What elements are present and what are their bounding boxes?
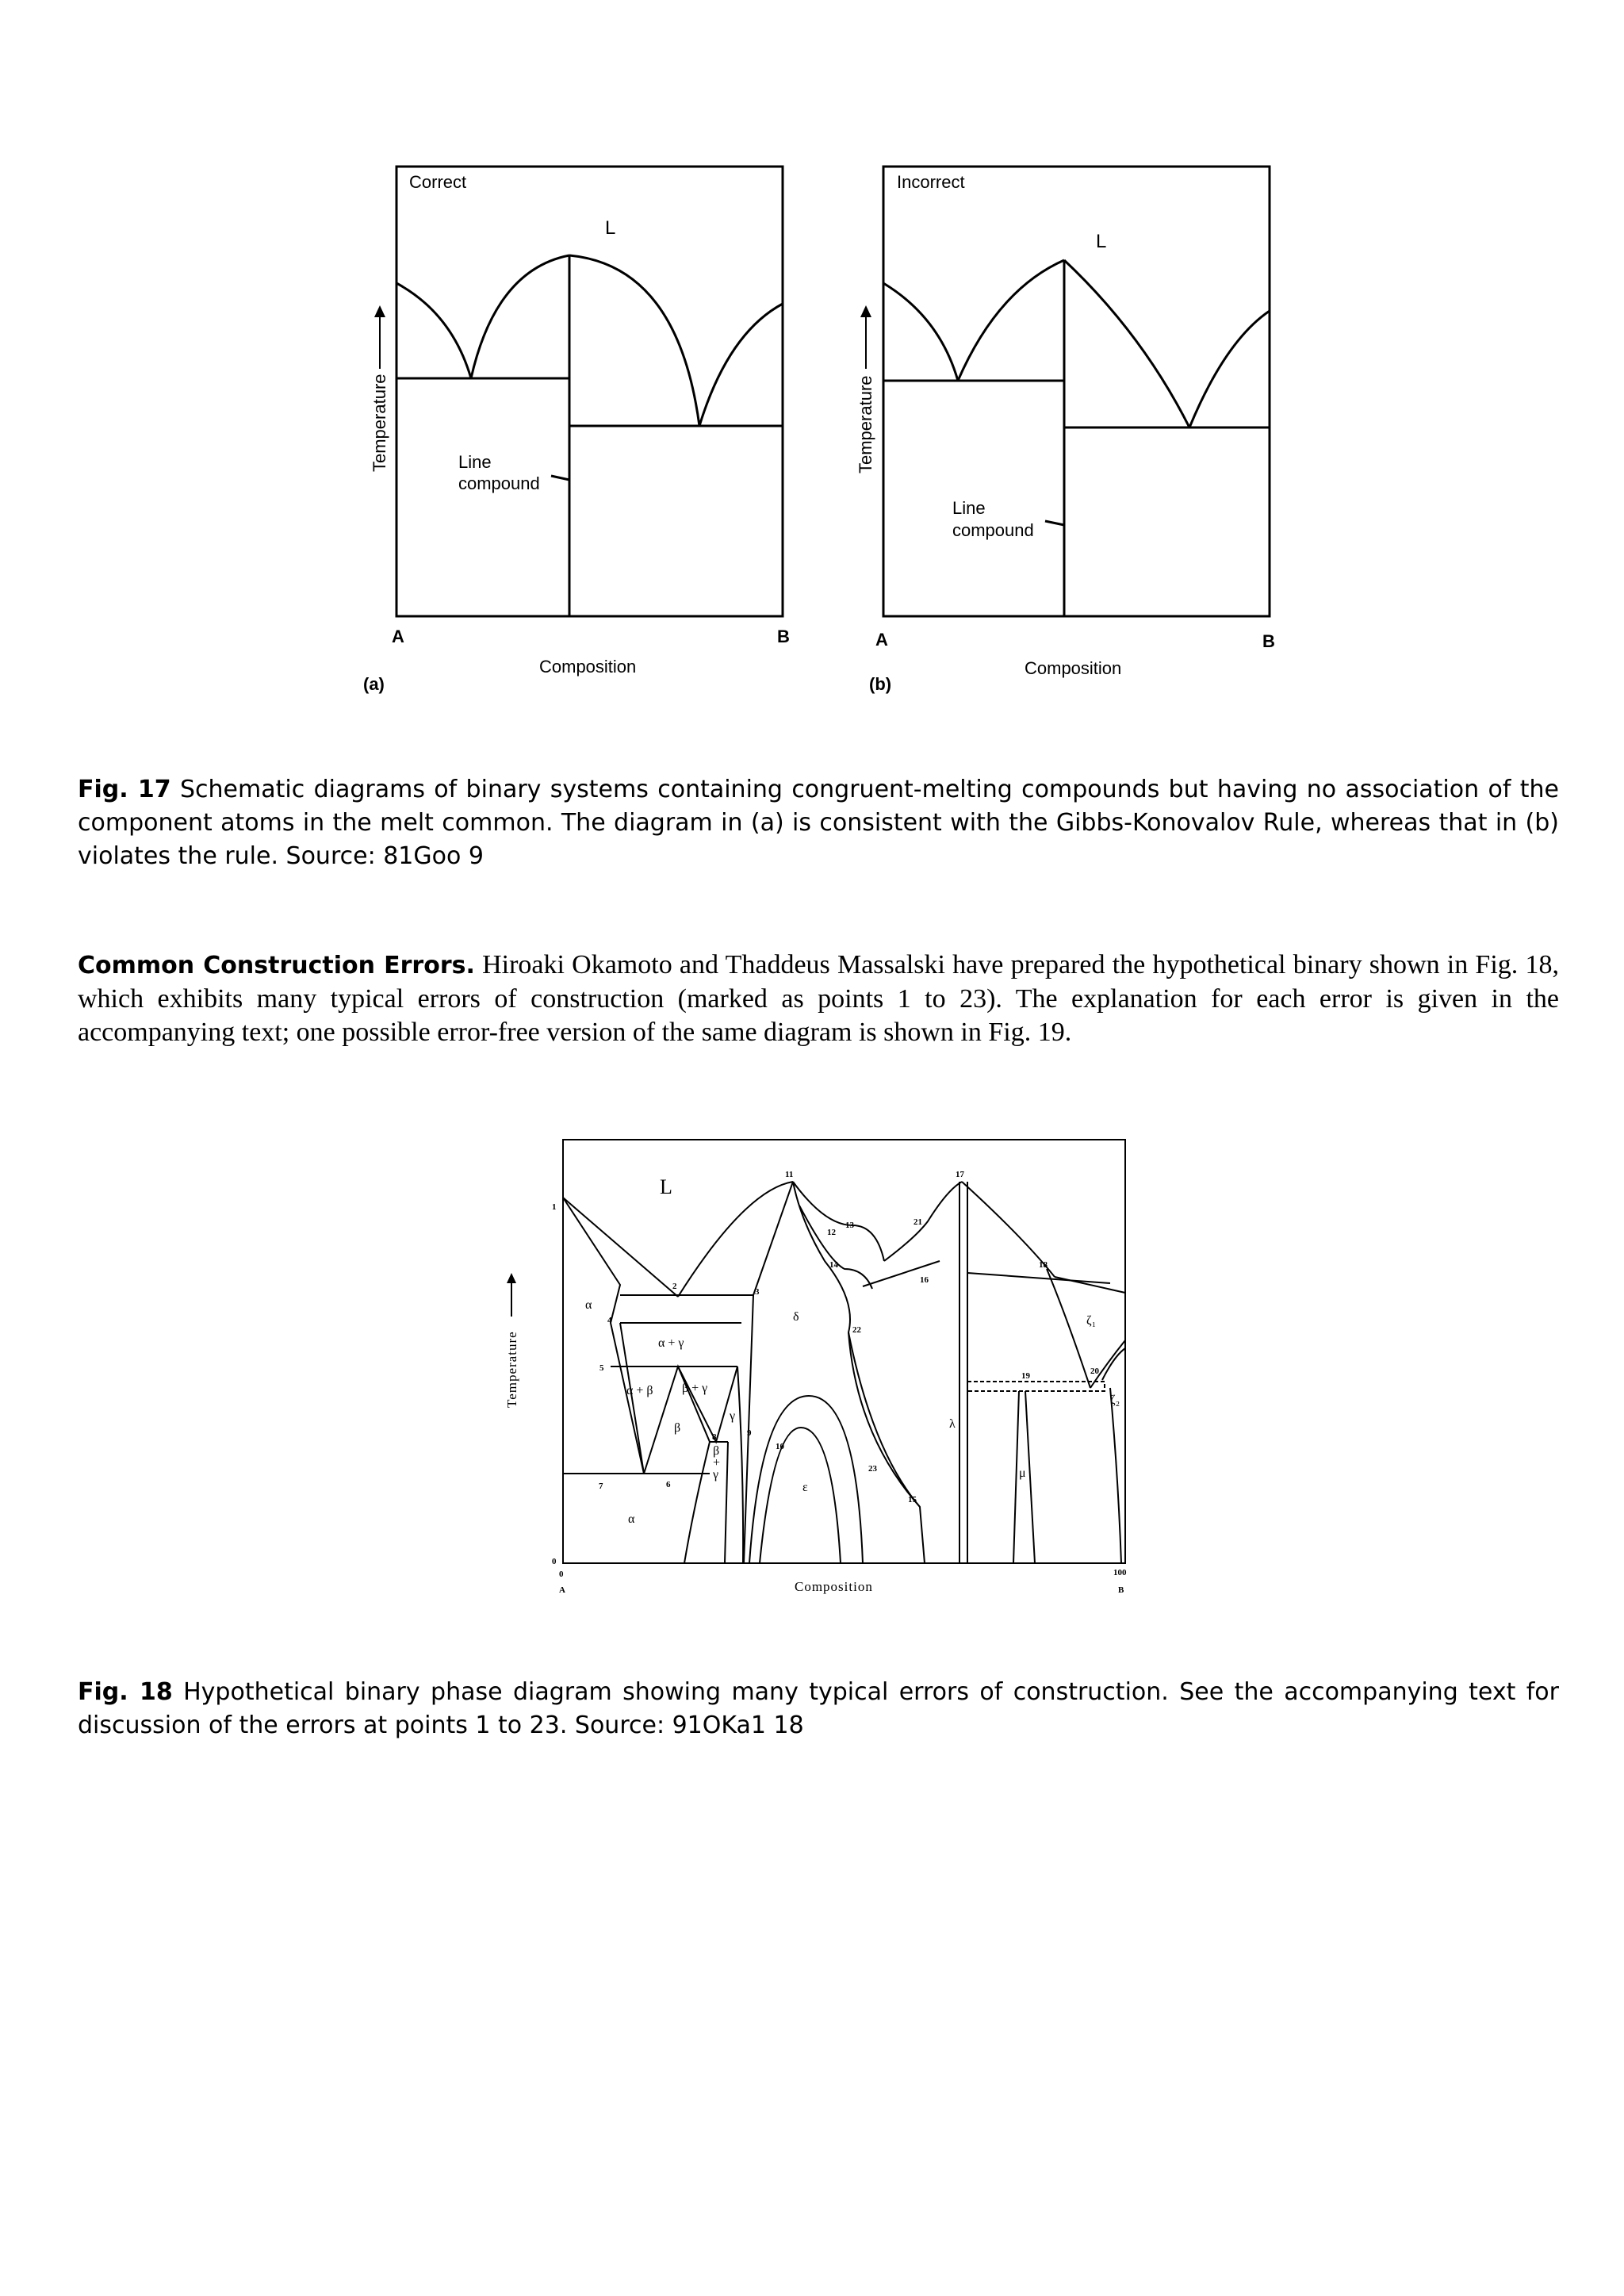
fig18-label-zeta1: ζ₁ xyxy=(1086,1314,1097,1328)
fig18-dashed-band xyxy=(967,1382,1105,1391)
fig18-label-alpha-beta: α + β xyxy=(626,1384,653,1397)
fig18-curve-12-13 xyxy=(793,1182,884,1261)
fig18-curve-23 xyxy=(848,1332,925,1563)
fig18-point-7: 7 xyxy=(599,1481,603,1491)
fig18-label-gamma: γ xyxy=(730,1409,736,1423)
fig18-zeta-boundary xyxy=(1047,1269,1090,1388)
fig18-beta-right xyxy=(678,1366,737,1442)
panel-b-left-end: A xyxy=(875,630,888,650)
fig18-point-19: 19 xyxy=(1021,1371,1030,1381)
fig18-caption xyxy=(78,1676,1559,1742)
fig17-caption xyxy=(78,773,1559,873)
fig18-point-9: 9 xyxy=(747,1428,752,1438)
fig18-mu-right xyxy=(1025,1391,1035,1563)
fig18-point-13: 13 xyxy=(845,1221,854,1230)
section-heading: Common Construction Errors. xyxy=(78,952,475,979)
fig18-point-23: 23 xyxy=(868,1464,877,1474)
fig17-caption-text: Schematic diagrams of binary systems containing congruent-melting compounds but having no association of the component atoms in the melt common. The diagram in (a) is consistent with the Gibbs-Konovalov Rule, whereas that in (b) violates the rule. Source: 81Goo 9 xyxy=(78,776,1559,870)
fig18-left-value: 0 xyxy=(559,1570,564,1579)
panel-a-liquid-label: L xyxy=(605,217,616,239)
fig18-right-solvus xyxy=(1110,1388,1121,1563)
fig18-gamma-right xyxy=(737,1366,743,1563)
panel-b-line-label: Line xyxy=(952,498,986,518)
panel-b-liquidus-mid-right xyxy=(1064,260,1189,427)
panel-a-leader xyxy=(551,476,569,480)
fig18-point-8: 8 xyxy=(712,1432,717,1442)
fig18-alpha-curve xyxy=(684,1442,710,1563)
panel-a-arrowhead xyxy=(374,305,385,317)
fig18-line-18b xyxy=(1055,1277,1125,1293)
fig18-mu-left xyxy=(1013,1391,1019,1563)
panel-b-liquidus-mid-left xyxy=(958,260,1064,381)
fig18-label-alpha-gamma: α + γ xyxy=(658,1336,684,1350)
fig18-arrowhead xyxy=(507,1273,516,1283)
panel-a-left-end: A xyxy=(392,627,404,646)
fig18-right-value: 100 xyxy=(1113,1568,1127,1577)
fig18-point-22: 22 xyxy=(852,1325,861,1335)
panel-b-compound-label: compound xyxy=(952,520,1034,540)
panel-b-liquidus-right xyxy=(1189,311,1270,427)
fig18-label-mu: μ xyxy=(1019,1466,1026,1480)
panel-a-tag: (a) xyxy=(363,674,385,694)
panel-a-line-label: Line xyxy=(458,452,492,472)
panel-b-ylabel: Temperature xyxy=(856,375,875,473)
fig18-label-alpha-low: α xyxy=(628,1512,635,1526)
fig18-point-2: 2 xyxy=(672,1282,677,1291)
fig18-stack-plus: + xyxy=(713,1456,721,1470)
fig18-point-14: 14 xyxy=(829,1260,838,1270)
panel-b-frame xyxy=(883,167,1270,616)
fig18-stack-beta: β xyxy=(713,1444,720,1458)
fig18-delta-boundary xyxy=(793,1182,920,1507)
panel-b-liquidus-left xyxy=(883,283,958,381)
panel-b-tag: (b) xyxy=(869,674,892,694)
fig18-solidus-alpha xyxy=(563,1198,644,1474)
fig18-epsilon-inner xyxy=(760,1428,841,1563)
panel-a-compound-label: compound xyxy=(458,473,540,493)
fig18-caption-text: Hypothetical binary phase diagram showing many typical errors of construction. See the accompanying text for discussion of the errors at points 1 to 23. Source: 91OKa1 18 xyxy=(78,1678,1559,1739)
fig18-y-zero: 0 xyxy=(552,1557,557,1566)
fig17-caption-label: Fig. 17 xyxy=(78,776,171,803)
fig18-point-5: 5 xyxy=(599,1363,604,1373)
fig18-label-zeta2: ζ₂ xyxy=(1110,1393,1120,1407)
fig18-liquidus-to-11 xyxy=(678,1182,793,1297)
fig18-curve-21 xyxy=(884,1182,962,1261)
fig18-right-solvus-2 xyxy=(1102,1348,1125,1380)
fig18-point-12: 12 xyxy=(827,1228,836,1237)
fig18-right-end: B xyxy=(1118,1585,1124,1595)
panel-a-liquidus-right xyxy=(699,304,783,426)
panel-b-xlabel: Composition xyxy=(1025,658,1122,678)
panel-a-liquidus-mid-right xyxy=(569,255,699,426)
panel-a-right-end: B xyxy=(777,627,790,646)
panel-a-ylabel: Temperature xyxy=(370,374,389,472)
panel-a-frame xyxy=(396,167,783,616)
panel-b-liquid-label: L xyxy=(1096,231,1107,252)
fig18-point-17: 17 xyxy=(956,1170,964,1179)
fig18-left-end: A xyxy=(559,1585,565,1595)
fig18-caption-label: Fig. 18 xyxy=(78,1678,173,1706)
fig18-label-alpha: α xyxy=(585,1298,592,1312)
panel-a-xlabel: Composition xyxy=(539,657,637,677)
section-body: Hiroaki Okamoto and Thaddeus Massalski have prepared the hypothetical binary shown in Fig. 18, which exhibits many typical errors of construction (marked as points 1 to 23). The explanation for each error is given in the accompanying text; one possible error-free version of the same diagram is shown in Fig. 19. xyxy=(78,950,1559,1047)
panel-b-box-label: Incorrect xyxy=(897,172,965,192)
fig18-point-16: 16 xyxy=(920,1275,929,1285)
fig18-point-1: 1 xyxy=(552,1202,557,1212)
panel-a-liquidus-mid-left xyxy=(471,255,569,378)
fig18-epsilon-outer xyxy=(749,1396,863,1563)
panel-b-right-end: B xyxy=(1262,631,1275,651)
figure-18 xyxy=(492,1126,1142,1618)
fig18-label-delta: δ xyxy=(793,1310,799,1324)
fig18-label-lambda: λ xyxy=(949,1417,956,1431)
fig18-point-21: 21 xyxy=(914,1217,922,1227)
fig18-gamma-left xyxy=(725,1442,728,1563)
fig18-point-11: 11 xyxy=(785,1170,794,1179)
fig18-frame xyxy=(563,1140,1125,1563)
fig18-label-beta: β xyxy=(674,1421,681,1435)
panel-b-leader xyxy=(1045,521,1064,525)
fig18-label-beta-gamma: β + γ xyxy=(682,1382,708,1395)
fig18-point-4: 4 xyxy=(607,1316,612,1325)
fig18-line-18 xyxy=(967,1273,1110,1283)
fig18-stack-gamma: γ xyxy=(713,1468,719,1481)
panel-a-liquidus-left xyxy=(396,283,471,378)
panel-b-arrowhead xyxy=(860,305,871,317)
fig18-label-epsilon: ε xyxy=(802,1481,808,1494)
fig18-point-15: 15 xyxy=(908,1495,917,1504)
fig18-point-6: 6 xyxy=(666,1480,671,1489)
fig17-panel-a xyxy=(396,167,783,616)
figure-17 xyxy=(349,151,1300,698)
fig17-panel-b xyxy=(883,167,1270,616)
fig18-ylabel: Temperature xyxy=(504,1331,519,1408)
fig18-xlabel: Composition xyxy=(795,1579,873,1594)
fig18-point-20: 20 xyxy=(1090,1366,1099,1376)
fig18-point-18: 18 xyxy=(1039,1260,1048,1270)
panel-a-box-label: Correct xyxy=(409,172,467,192)
fig18-point-3: 3 xyxy=(755,1287,760,1297)
fig18-point-10: 10 xyxy=(776,1442,784,1451)
section-paragraph xyxy=(78,949,1559,1049)
fig18-liquidus-left xyxy=(563,1198,678,1297)
fig18-zeta2-line xyxy=(1090,1340,1125,1388)
fig18-label-liquid: L xyxy=(660,1175,672,1198)
